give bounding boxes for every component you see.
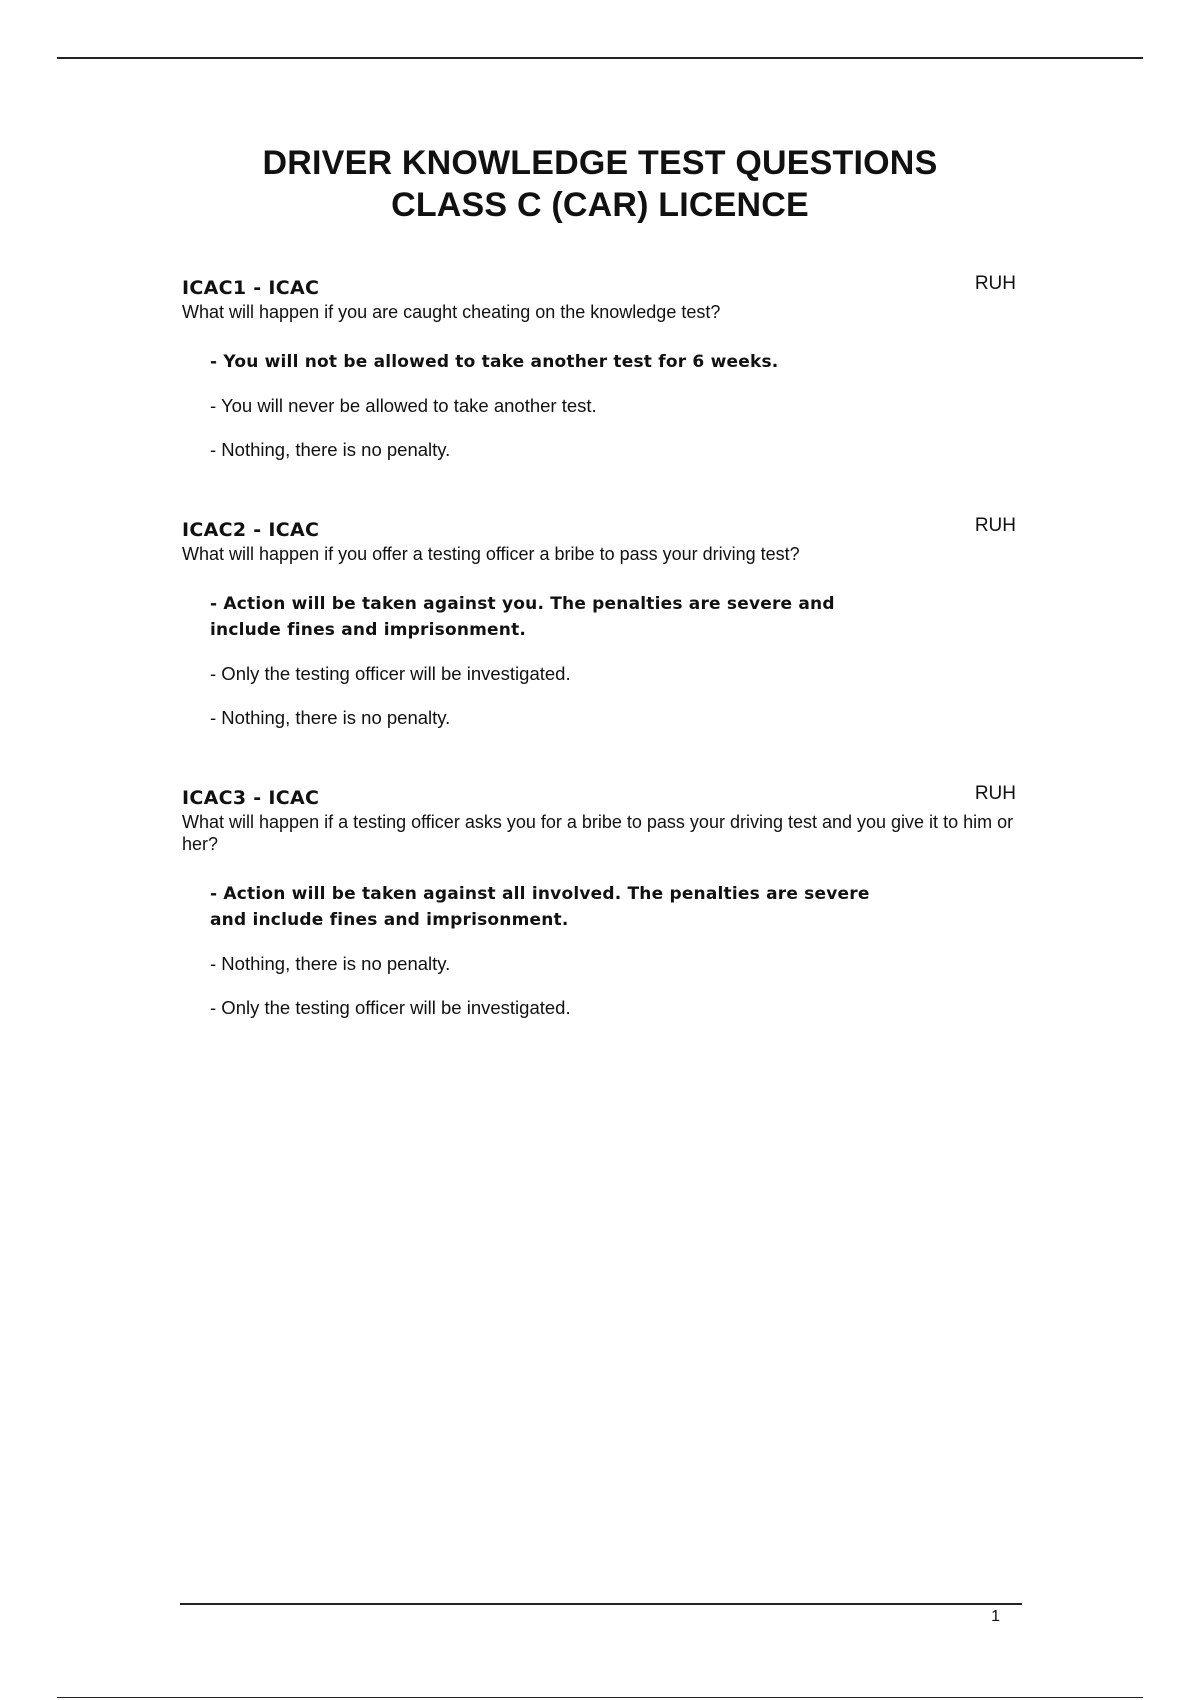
page-number: 1	[991, 1608, 1000, 1625]
question-code: ICAC2 - ICAC	[182, 519, 320, 541]
answer-list	[182, 881, 1020, 1019]
answer-option: - You will never be allowed to take another test.	[210, 395, 597, 416]
question-tag: RUH	[974, 515, 1016, 536]
question-block	[182, 273, 1020, 483]
question-block	[182, 783, 1020, 1041]
answer-option: - Only the testing officer will be investigated.	[210, 997, 571, 1018]
correct-answer: - You will not be allowed to take another test for 6 weeks.	[210, 352, 779, 372]
page-bottom-rule	[57, 1697, 1143, 1698]
question-tag: RUH	[974, 273, 1016, 294]
answer-list	[182, 349, 1020, 461]
answer-option: - Nothing, there is no penalty.	[210, 707, 451, 728]
footer-rule	[180, 1603, 1022, 1605]
question-block	[182, 515, 1020, 751]
question-code: ICAC3 - ICAC	[182, 787, 320, 809]
page-top-rule	[57, 57, 1143, 59]
question-text: What will happen if you offer a testing officer a bribe to pass your driving test?	[182, 544, 800, 564]
correct-answer: - Action will be taken against you. The penalties are severe and include fines and imprisonment.	[210, 594, 835, 640]
answer-option: - Only the testing officer will be investigated.	[210, 663, 571, 684]
answer-option: - Nothing, there is no penalty.	[210, 953, 451, 974]
question-code: ICAC1 - ICAC	[182, 277, 320, 299]
question-header	[182, 515, 1020, 541]
title-line-1: DRIVER KNOWLEDGE TEST QUESTIONS	[262, 144, 938, 182]
answer-option: - Nothing, there is no penalty.	[210, 439, 451, 460]
question-text: What will happen if a testing officer asks you for a bribe to pass your driving test and you give it to him or her?	[182, 812, 1014, 854]
question-tag: RUH	[974, 783, 1016, 804]
answer-list	[182, 591, 1020, 729]
question-text: What will happen if you are caught cheating on the knowledge test?	[182, 302, 721, 322]
document-title	[0, 142, 1200, 226]
question-header	[182, 273, 1020, 299]
title-line-2: CLASS C (CAR) LICENCE	[391, 186, 809, 224]
question-header	[182, 783, 1020, 809]
correct-answer: - Action will be taken against all involved. The penalties are severe and include fines and imprisonment.	[210, 884, 870, 930]
